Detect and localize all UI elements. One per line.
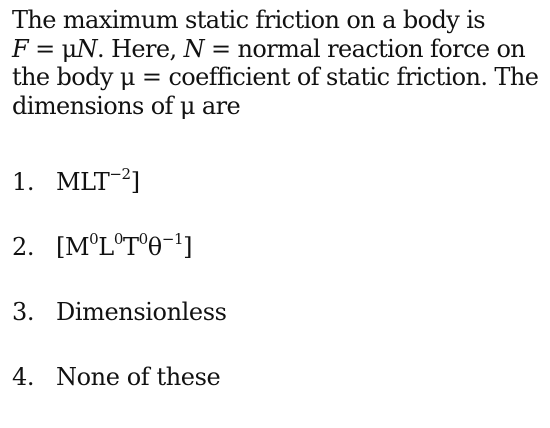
option-2-exp-a: 0 <box>89 230 99 248</box>
option-2[interactable] <box>12 230 542 268</box>
equals-mu: = μ <box>28 34 77 63</box>
option-2-exp-d: −1 <box>161 230 184 248</box>
option-number: 1. <box>12 168 35 196</box>
option-1-part-a: MLT <box>56 168 110 196</box>
here-text: . Here, <box>97 34 184 63</box>
normal-reaction-text: = normal reaction force on <box>203 34 526 63</box>
option-4[interactable] <box>12 363 542 398</box>
option-2-exp-c: 0 <box>138 230 148 248</box>
options-list <box>12 165 542 428</box>
question-line-3: the body μ = coefficient of static friction. The <box>12 63 539 91</box>
option-2-part-b: L <box>98 233 114 261</box>
option-1-exp-a: −2 <box>109 165 131 183</box>
symbol-N-2: N <box>183 34 204 63</box>
option-label <box>56 230 193 261</box>
option-2-part-c: T <box>123 233 139 261</box>
option-number: 4. <box>12 363 35 391</box>
option-label: Dimensionless <box>56 298 227 326</box>
option-number: 3. <box>12 298 35 326</box>
option-2-part-e: ] <box>183 233 193 261</box>
option-2-exp-b: 0 <box>113 230 123 248</box>
option-label <box>56 165 140 196</box>
symbol-F: F <box>12 34 29 63</box>
option-2-part-d: θ <box>147 233 162 261</box>
option-1-part-b: ] <box>130 168 140 196</box>
option-label: None of these <box>56 363 221 391</box>
question-text <box>12 6 542 120</box>
symbol-N: N <box>76 34 98 63</box>
question-line-4: dimensions of μ are <box>12 91 241 120</box>
option-3[interactable] <box>12 298 542 333</box>
question-line-2 <box>12 35 542 64</box>
question-line-1: The maximum static friction on a body is <box>12 6 485 34</box>
option-2-part-a: [M <box>56 233 90 261</box>
option-number: 2. <box>12 233 35 261</box>
option-1[interactable] <box>12 165 542 203</box>
